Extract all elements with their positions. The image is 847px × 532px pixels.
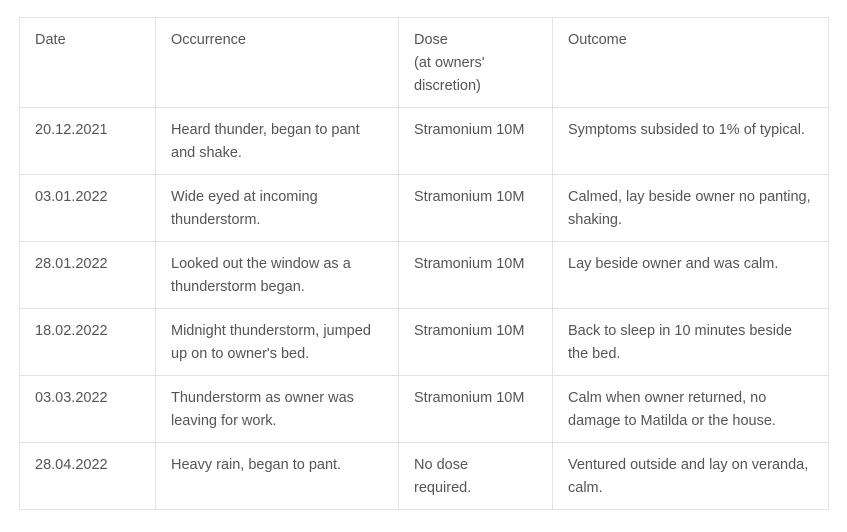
dose-cell: Stramonium 10M: [399, 242, 553, 309]
table-row: [20, 376, 829, 443]
table-body: [20, 108, 829, 510]
occurrence-cell: Thunderstorm as owner was leaving for work.: [156, 376, 399, 443]
dose-cell: Stramonium 10M: [399, 376, 553, 443]
dose-cell: Stramonium 10M: [399, 108, 553, 175]
header-dose: Dose (at owners' discretion): [399, 18, 553, 108]
table-row: [20, 309, 829, 376]
table-row: [20, 443, 829, 510]
occurrence-cell: Heard thunder, began to pant and shake.: [156, 108, 399, 175]
date-cell: 20.12.2021: [20, 108, 156, 175]
dose-log-table: [19, 17, 829, 510]
outcome-cell: Back to sleep in 10 minutes beside the bed.: [553, 309, 829, 376]
dose-cell: No dose required.: [399, 443, 553, 510]
table-row: [20, 175, 829, 242]
occurrence-cell: Midnight thunderstorm, jumped up on to owner's bed.: [156, 309, 399, 376]
table-row: [20, 242, 829, 309]
date-cell: 28.01.2022: [20, 242, 156, 309]
outcome-cell: Symptoms subsided to 1% of typical.: [553, 108, 829, 175]
date-cell: 28.04.2022: [20, 443, 156, 510]
date-cell: 03.03.2022: [20, 376, 156, 443]
table-row: [20, 108, 829, 175]
date-cell: 03.01.2022: [20, 175, 156, 242]
header-date: Date: [20, 18, 156, 108]
dose-cell: Stramonium 10M: [399, 309, 553, 376]
occurrence-cell: Looked out the window as a thunderstorm began.: [156, 242, 399, 309]
occurrence-cell: Wide eyed at incoming thunderstorm.: [156, 175, 399, 242]
header-row: [20, 18, 829, 108]
header-occurrence: Occurrence: [156, 18, 399, 108]
outcome-cell: Calm when owner returned, no damage to Matilda or the house.: [553, 376, 829, 443]
date-cell: 18.02.2022: [20, 309, 156, 376]
table-header: [20, 18, 829, 108]
outcome-cell: Calmed, lay beside owner no panting, shaking.: [553, 175, 829, 242]
outcome-cell: Ventured outside and lay on veranda, calm.: [553, 443, 829, 510]
outcome-cell: Lay beside owner and was calm.: [553, 242, 829, 309]
header-outcome: Outcome: [553, 18, 829, 108]
occurrence-cell: Heavy rain, began to pant.: [156, 443, 399, 510]
dose-cell: Stramonium 10M: [399, 175, 553, 242]
